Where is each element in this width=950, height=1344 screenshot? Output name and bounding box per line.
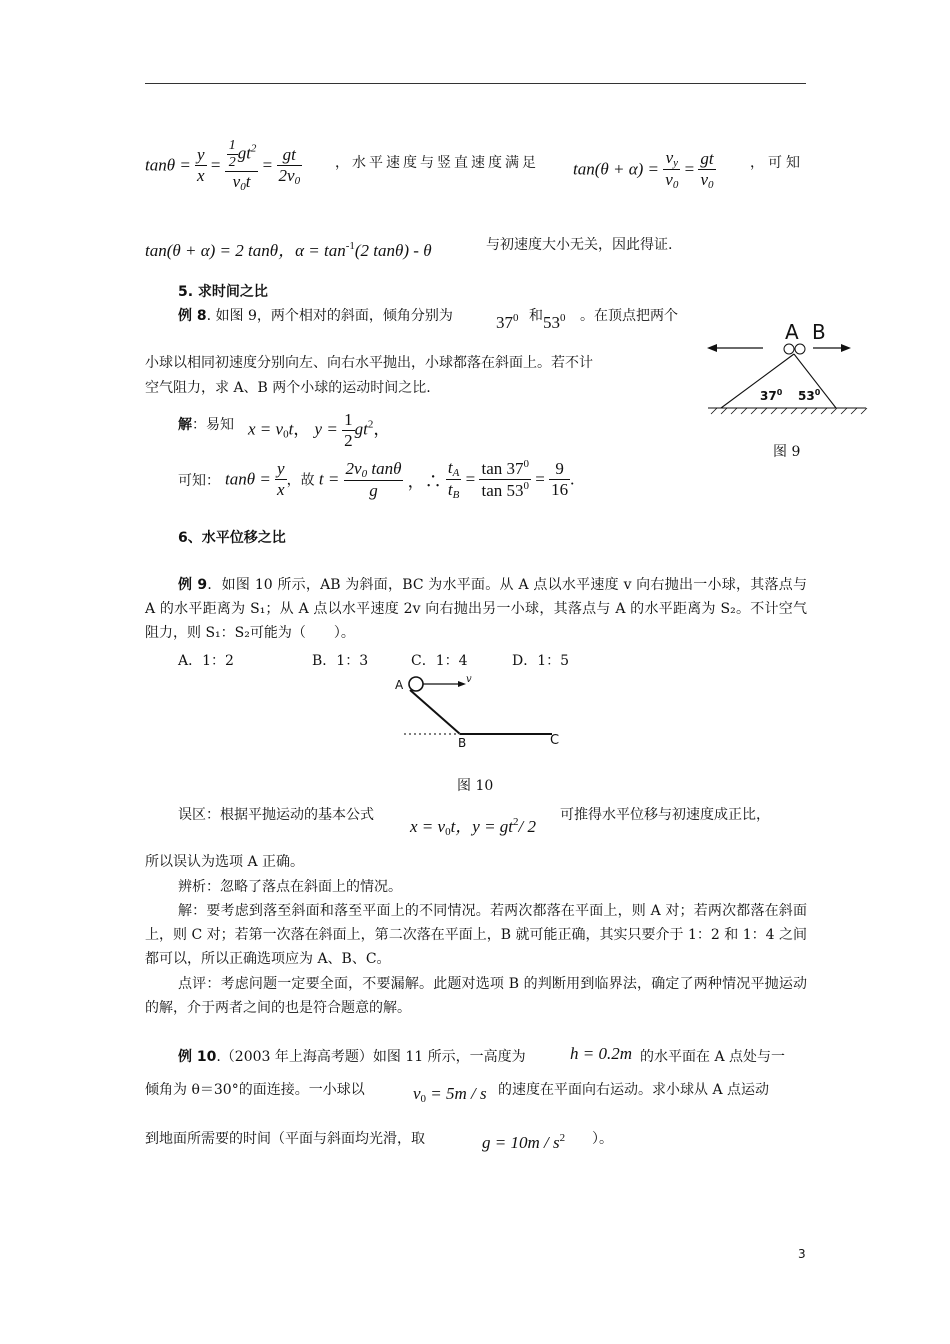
keyizhi-label: 可知： — [178, 473, 220, 489]
comma-1: ， — [293, 419, 311, 439]
g-text: g = 10m / s — [482, 1133, 560, 1152]
formula-2-expr-tail: (2 tanθ) - θ — [354, 241, 432, 260]
one-half-2: $\frac{1}{2}$ — [344, 410, 353, 450]
figure-10-caption: 图 10 — [457, 778, 494, 794]
formula-line-1-text: ，水平速度与竖直速度满足 — [335, 155, 539, 171]
formula-line-2: tan(θ + α) = 2 tanθ，$\alpha = \tan^{-1}(2$ tanθ) - θ — [145, 240, 432, 260]
v-text-10: v — [413, 1084, 421, 1103]
example-10-text-b: 的水平面在 A 点处与一 — [640, 1049, 786, 1065]
gt-over-2v0: $\frac{gt}{2v_0}$ — [278, 144, 301, 187]
one-half — [227, 138, 238, 171]
example-10-line-2a: 倾角为 θ＝30°的面连接。一小球以 — [145, 1082, 365, 1098]
angle-37-text: $37^0$ — [496, 312, 519, 332]
figure-9-caption: 图 9 — [773, 444, 801, 460]
tan-theta-lhs: tanθ = — [145, 155, 191, 175]
example-9-paragraph — [145, 573, 807, 645]
frac-den: x — [197, 166, 205, 185]
wuqu-y-eq: t，y = gt — [450, 817, 514, 836]
formula-line-1-tail: ，可知 — [750, 155, 804, 171]
t-fraction: $\frac{2v_0 \tan\theta}{g}$ — [345, 458, 402, 500]
example-10-line-2b: 的速度在平面向右运动。求小球从 A 点运动 — [498, 1082, 770, 1098]
fig10-label-c: C — [550, 733, 560, 748]
tan-theta-alpha: tan(θ + α) = — [573, 159, 660, 179]
solution-label: 解 — [178, 417, 192, 433]
tan-ratio: $\frac{\tan 37^0}{\tan 53^0}$ — [481, 458, 530, 500]
ta: t — [447, 458, 453, 477]
example-8-solution — [178, 414, 234, 434]
solution-expressions: $x = v_0t$， y = $\frac{1}{2}$ $gt^2$， — [248, 410, 391, 450]
ground-hatch — [711, 408, 867, 414]
fig10-label-a: A — [395, 678, 404, 692]
arrow-right-head — [841, 344, 851, 352]
g-formula: $g = 10m / s^2$ — [482, 1132, 566, 1152]
vy-over-v0: $\frac{v_y}{v_0}$ — [665, 148, 679, 191]
option-b: B．1：3 — [312, 653, 369, 669]
example-10-line-3b: ）。 — [592, 1131, 613, 1147]
option-c: C．1：4 — [411, 653, 468, 669]
fig9-37: 37 — [760, 389, 777, 403]
ta-over-tb: $\frac{t_A}{t_B}$ — [447, 458, 460, 501]
t-num: 2v — [345, 458, 362, 478]
option-a: A．1：2 — [178, 653, 234, 669]
example-8-text-a: . 如图 9，两个相对的斜面，倾角分别为 — [206, 308, 453, 324]
and-text: 和 — [529, 308, 543, 324]
v0-b: v — [700, 169, 709, 189]
fig9-angle-right: $53^0$ — [798, 388, 821, 403]
fig9-label-a: A — [785, 320, 799, 344]
v-tail-10: = 5m / s — [430, 1084, 487, 1103]
y-over-x-2: $\frac{y}{x}$ — [277, 459, 285, 499]
page-number: 3 — [798, 1247, 806, 1261]
half-gt2-over-v0t: $\frac{1}{2}$ $gt^2$ $v_0t$ — [225, 138, 259, 193]
gt-text: gt — [237, 143, 251, 163]
fig9-53: 53 — [798, 389, 815, 403]
gt-num: gt — [277, 145, 303, 166]
solution-text: ：易知 — [192, 417, 234, 433]
example-8-line-1 — [178, 305, 453, 325]
fig9-angle-left: $37^0$ — [760, 388, 783, 403]
fig10-label-v: v — [466, 674, 472, 685]
fig10-label-b: B — [458, 736, 467, 750]
formula-line-1-rhs: tan(θ + α) = $\frac{v_y}{v_0}$ = $\frac{gt}{v_0}$ — [573, 148, 714, 191]
nine-sixteen — [549, 459, 570, 500]
angle-53: 53 — [543, 313, 560, 332]
jie-paragraph: 解：要考虑到落至斜面和落至平面上的不同情况。若两次都落在平面上，则 A 对；若两次都落在斜面上，则 C 对；若第一次落在斜面上，第二次落在平面上，B 就可能正确，其实只要介于 1：2 和 1：4 之间都可以，所以正确选项应为 A、B、C。 — [145, 903, 807, 967]
arrow-left-head — [707, 344, 717, 352]
v0: v — [665, 170, 673, 189]
example-8-line-3: 空气阻力，求 A、B 两个小球的运动时间之比. — [145, 380, 431, 396]
angle-37: 37 — [496, 313, 513, 332]
v-text: v — [232, 172, 241, 191]
gt-b: gt — [700, 148, 714, 168]
half-num: 1 — [228, 138, 236, 153]
gt-tail: gt — [354, 419, 368, 439]
v-formula: $v_0 = 5m / s$ — [413, 1084, 487, 1105]
gt-over-v0: $\frac{gt}{v_0}$ — [700, 148, 714, 191]
wuqu-line-2: 所以误认为选项 A 正确。 — [145, 854, 305, 870]
wuqu-x-eq: x = v — [410, 817, 446, 836]
ratio-expression: tanθ = $\frac{y}{x}$ ，故 t = $\frac{2v_0 \tan\theta}{g}$ ，∴ $\frac{t_A}{t_B}$ = $\frac{\tan 37^0}{\tan 53^0}$ = $\frac{9}{16}$ . — [225, 458, 575, 501]
example-8-label: 例 8 — [178, 308, 207, 324]
wuqu-div2: / 2 — [518, 817, 537, 836]
bianxi-text: 辨析：忽略了落点在斜面上的情况。 — [178, 879, 402, 895]
h-formula: h = 0.2m — [570, 1044, 632, 1063]
x-eq-t: t — [288, 419, 294, 439]
formula-2-expr: tan(θ + α) = 2 tanθ，α = tan — [145, 241, 346, 260]
y-over-x — [195, 145, 207, 186]
wuqu-tail: 可推得水平位移与初速度成正比， — [560, 807, 770, 823]
angle-53-text: $53^0$ — [543, 312, 566, 332]
nine: 9 — [549, 459, 570, 480]
period: . — [570, 469, 575, 489]
example-10-label: 例 10 — [178, 1049, 217, 1065]
example-8-text-b: 。在顶点把两个 — [580, 308, 678, 324]
two-v-den: 2v — [278, 165, 295, 185]
example-10-line-1 — [178, 1046, 526, 1066]
x-eq-v0: x = v — [248, 419, 284, 439]
ball — [409, 677, 423, 691]
ball-a — [784, 344, 794, 354]
tan-theta-2: tanθ = — [225, 469, 271, 489]
wuqu-formula: $x = v_0t$，$y = gt^2/$ 2 — [410, 816, 537, 838]
half-den: 2 — [228, 155, 236, 170]
formula-line-1: tanθ = $\frac{y}{x}$ = $\frac{1}{2}$ $gt^2$ $v_0t$ = $\frac{gt}{2v_0}$ — [145, 138, 301, 193]
example-10-line-3a: 到地面所需要的时间（平面与斜面均光滑，取 — [145, 1131, 425, 1147]
tan53: tan 53 — [481, 481, 524, 500]
option-d: D．1：5 — [512, 653, 570, 669]
section-5-title: 5. 求时间之比 — [178, 284, 268, 300]
fig9-label-b: B — [812, 320, 826, 344]
header-rule — [145, 83, 806, 84]
frac-num: y — [197, 145, 205, 164]
section-6-title: 6、水平位移之比 — [178, 530, 286, 546]
t-eq: t = — [318, 469, 340, 489]
therefore-text: ，∴ — [407, 472, 442, 491]
dianping-paragraph: 点评：考虑问题一定要全面，不要漏解。此题对选项 B 的判断用到临界法，确定了两种情况平抛运动的解，介于两者之间的也是符合题意的解。 — [145, 976, 807, 1016]
gu-text: ，故 — [286, 473, 315, 489]
tan37: tan 37 — [481, 459, 524, 478]
y-eq: y = — [314, 419, 338, 439]
vy: v — [665, 148, 674, 167]
example-8-line-2: 小球以相同初速度分别向左、向右水平抛出，小球都落在斜面上。若不计 — [145, 355, 593, 371]
ball-b — [795, 344, 805, 354]
t-den: g — [369, 480, 378, 500]
wuqu-text: 误区：根据平抛运动的基本公式 — [178, 807, 374, 823]
t-num-tail: tanθ — [371, 458, 402, 478]
sixteen: 16 — [551, 480, 569, 499]
tb: t — [447, 480, 453, 499]
example-9-text: ．如图 10 所示，AB 为斜面，BC 为水平面。从 A 点以水平速度 v 向右抛出一小球，其落点与 A 的水平距离为 S₁；从 A 点以水平速度 2v 向右抛出另一小球，其落点与 A 的水平距离为 S₂。不计空气阻力，则 S₁：S₂可能为（ ）。 — [145, 577, 808, 641]
velocity-arrow-head — [458, 681, 466, 687]
figure-10-diagram — [390, 672, 590, 752]
slope-ab — [410, 690, 460, 734]
left-slope — [721, 354, 794, 408]
example-9-label: 例 9 — [178, 577, 208, 593]
example-10-text-a: .（2003 年上海高考题）如图 11 所示，一高度为 — [216, 1049, 526, 1065]
formula-line-2-text: 与初速度大小无关，因此得证. — [486, 237, 673, 253]
